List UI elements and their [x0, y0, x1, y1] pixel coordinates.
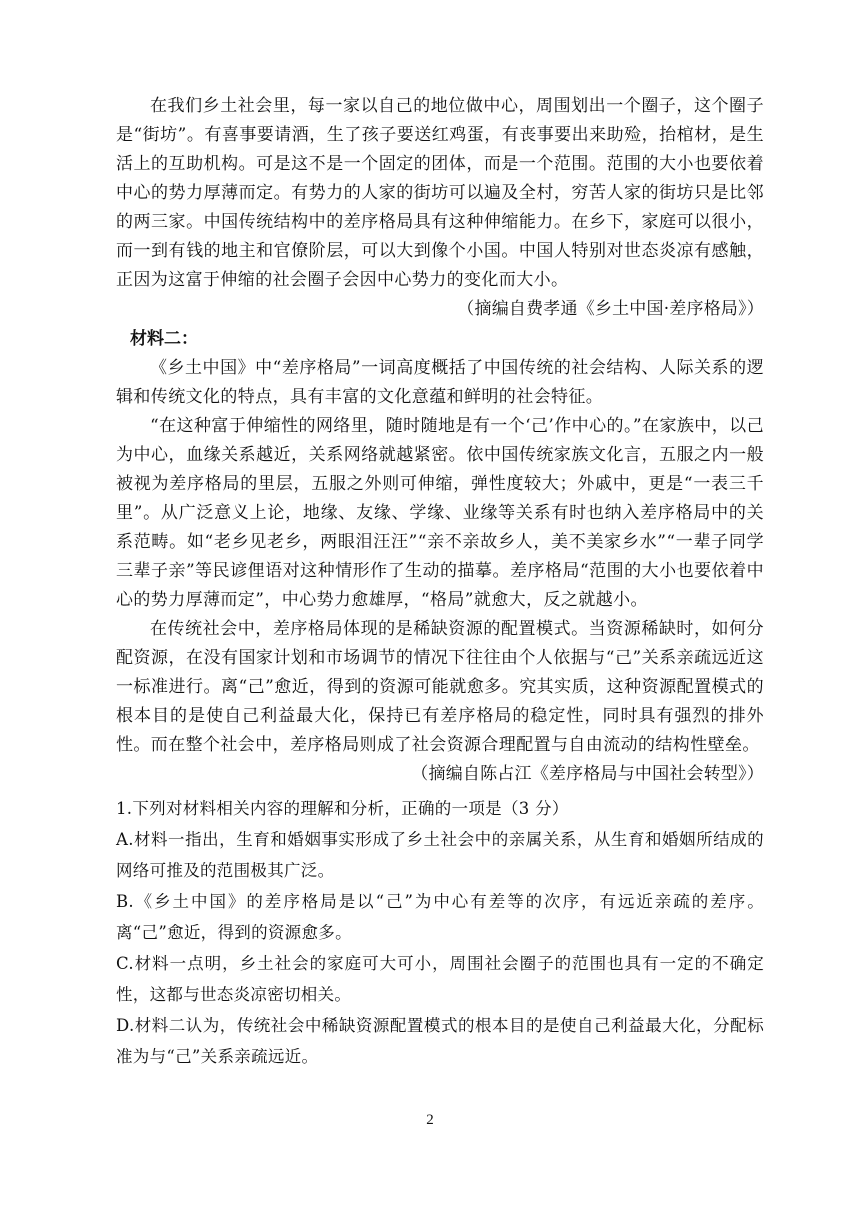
option-c: C.材料一点明，乡土社会的家庭可大可小，周围社会圈子的范围也具有一定的不确定性，这都与世态炎凉密切相关。: [116, 954, 764, 1004]
material-one-source: （摘编自费孝通《乡土中国·差序格局》）: [457, 299, 764, 319]
material-two-source: （摘编自陈占江《差序格局与中国社会转型》）: [411, 764, 764, 784]
option-b: B.《乡土中国》的差序格局是以“己”为中心有差等的次序，有远近亲疏的差序。离“己”愈近，得到的资源愈多。: [116, 892, 764, 942]
question-stem: 1.下列对材料相关内容的理解和分析，正确的一项是（3 分）: [116, 799, 569, 818]
option-d: D.材料二认为，传统社会中稀缺资源配置模式的根本目的是使自己利益最大化，分配标准为与“己”关系亲疏远近。: [116, 1016, 764, 1066]
option-a: A.材料一指出，生育和婚姻事实形成了乡土社会中的亲属关系，从生育和婚姻所结成的网络可推及的范围极其广泛。: [116, 830, 764, 880]
question-1: [116, 793, 764, 1072]
material-one-paragraph: 在我们乡土社会里，每一家以自己的地位做中心，周围划出一个圈子，这个圈子是“街坊”。有喜事要请酒，生了孩子要送红鸡蛋，有丧事要出来助殓，抬棺材，是生活上的互助机构。可是这不是一个固定的团体，而是一个范围。范围的大小也要依着中心的势力厚薄而定。有势力的人家的街坊可以遍及全村，穷苦人家的街坊只是比邻的两三家。中国传统结构中的差序格局具有这种伸缩能力。在乡下，家庭可以很小，而一到有钱的地主和官僚阶层，可以大到像个小国。中国人特别对世态炎凉有感触，正因为这富于伸缩的社会圈子会因中心势力的变化而大小。: [116, 96, 764, 290]
page-number: 2: [426, 1112, 434, 1128]
material-two-paragraph-1: 《乡土中国》中“差序格局”一词高度概括了中国传统的社会结构、人际关系的逻辑和传统文化的特点，具有丰富的文化意蕴和鲜明的社会特征。: [116, 358, 764, 407]
material-two-paragraph-3: 在传统社会中，差序格局体现的是稀缺资源的配置模式。当资源稀缺时，如何分配资源，在没有国家计划和市场调节的情况下往往由个人依据与“己”关系亲疏远近这一标准进行。离“己”愈近，得到的资源可能就愈多。究其实质，这种资源配置模式的根本目的是使自己利益最大化，保持已有差序格局的稳定性，同时具有强烈的排外性。而在整个社会中，差序格局则成了社会资源合理配置与自由流动的结构性壁垒。: [116, 619, 764, 755]
material-two-paragraph-2: “在这种富于伸缩性的网络里，随时随地是有一个‘己’作中心的。”在家族中，以己为中心，血缘关系越近，关系网络就越紧密。依中国传统家族文化言，五服之内一般被视为差序格局的里层，五服之外则可伸缩，弹性度较大；外戚中，更是“一表三千里”。从广泛意义上论，地缘、友缘、学缘、业缘等关系有时也纳入差序格局中的关系范畴。如“老乡见老乡，两眼泪汪汪”“亲不亲故乡人，美不美家乡水”“一辈子同学三辈子亲”等民谚俚语对这种情形作了生动的描摹。差序格局“范围的大小也要依着中心的势力厚薄而定”，中心势力愈雄厚，“格局”就愈大，反之就越小。: [116, 416, 764, 610]
material-two-heading: 材料二：: [130, 329, 198, 349]
